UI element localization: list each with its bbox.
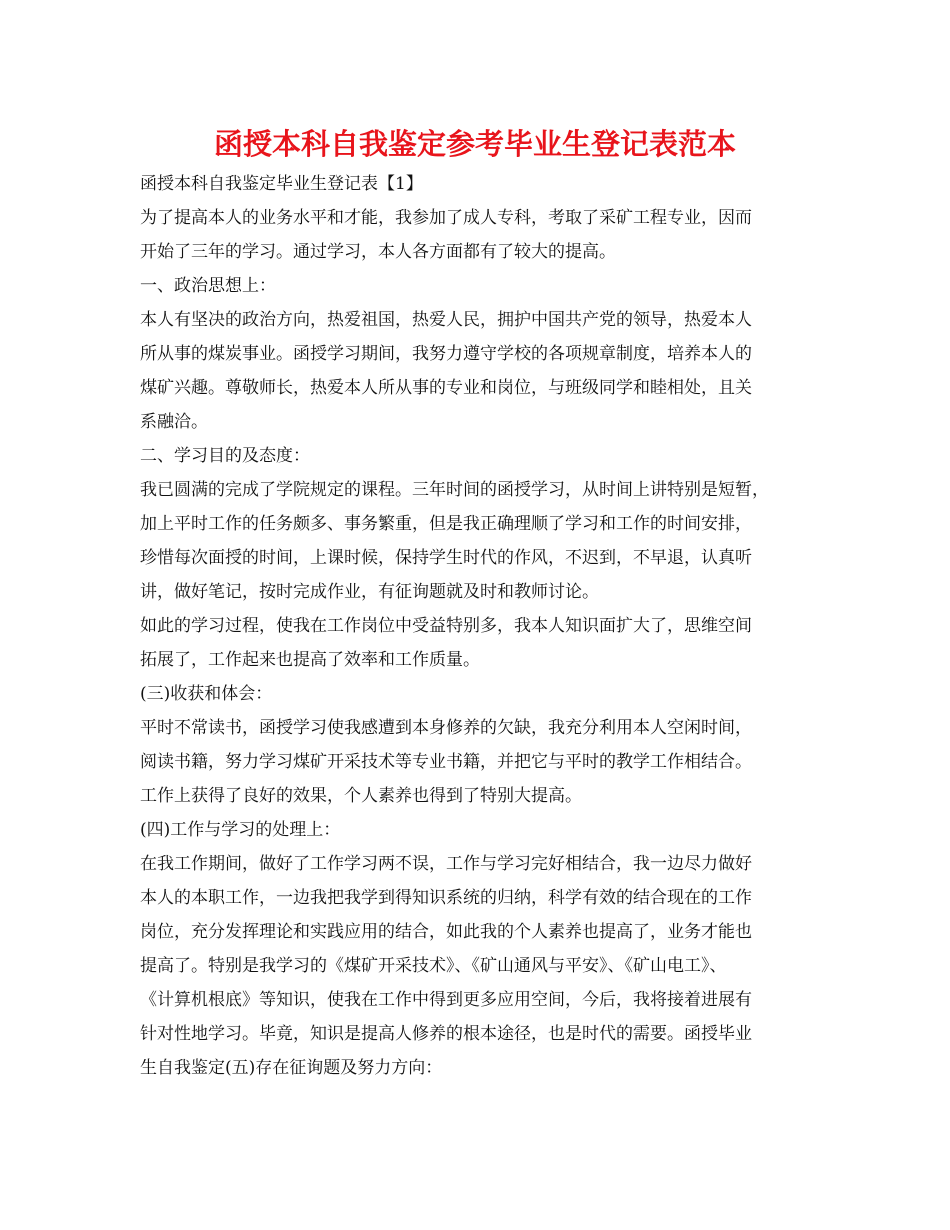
paragraph-line: 讲，做好笔记，按时完成作业，有征询题就及时和教师讨论。 [140, 582, 599, 602]
paragraph-line: 如此的学习过程，使我在工作岗位中受益特别多，我本人知识面扩大了，思维空间 [140, 616, 752, 636]
paragraph-line: 《计算机根底》等知识，使我在工作中得到更多应用空间，今后，我将接着进展有 [140, 990, 752, 1010]
paragraph-line: 系融洽。 [140, 412, 208, 432]
section-heading: 二、学习目的及态度： [140, 446, 310, 466]
paragraph-line: 提高了。特别是我学习的《煤矿开采技术》、《矿山通风与平安》、《矿山电工》、 [140, 956, 727, 976]
paragraph-line: 煤矿兴趣。尊敬师长，热爱本人所从事的专业和岗位，与班级同学和睦相处，且关 [140, 378, 752, 398]
paragraph-line: 岗位，充分发挥理论和实践应用的结合，如此我的个人素养也提高了，业务才能也 [140, 922, 752, 942]
section-heading: 一、政治思想上： [140, 276, 276, 296]
paragraph-line: 开始了三年的学习。通过学习，本人各方面都有了较大的提高。 [140, 242, 616, 262]
subtitle-line: 函授本科自我鉴定毕业生登记表【1】 [140, 174, 423, 194]
section-heading: (三)收获和体会： [140, 684, 273, 704]
paragraph-line: 拓展了，工作起来也提高了效率和工作质量。 [140, 650, 480, 670]
document-body [140, 167, 820, 1085]
paragraph-line: 针对性地学习。毕竟，知识是提高人修养的根本途径，也是时代的需要。函授毕业 [140, 1024, 752, 1044]
paragraph-line: 平时不常读书，函授学习使我感遭到本身修养的欠缺，我充分利用本人空闲时间， [140, 718, 752, 738]
paragraph-line: 我已圆满的完成了学院规定的课程。三年时间的函授学习，从时间上讲特别是短暂， [140, 480, 769, 500]
paragraph-line: 生自我鉴定(五)存在征询题及努力方向： [140, 1058, 443, 1078]
paragraph-line: 珍惜每次面授的时间，上课时候，保持学生时代的作风，不迟到，不早退，认真听 [140, 548, 752, 568]
paragraph-line: 本人有坚决的政治方向，热爱祖国，热爱人民，拥护中国共产党的领导，热爱本人 [140, 310, 752, 330]
paragraph-line: 本人的本职工作，一边我把我学到得知识系统的归纳，科学有效的结合现在的工作 [140, 888, 752, 908]
document-title: 函授本科自我鉴定参考毕业生登记表范本 [213, 127, 736, 161]
paragraph-line: 所从事的煤炭事业。函授学习期间，我努力遵守学校的各项规章制度，培养本人的 [140, 344, 752, 364]
paragraph-line: 阅读书籍，努力学习煤矿开采技术等专业书籍，并把它与平时的教学工作相结合。 [140, 752, 752, 772]
paragraph-line: 在我工作期间，做好了工作学习两不误，工作与学习完好相结合，我一边尽力做好 [140, 854, 752, 874]
section-heading: (四)工作与学习的处理上： [140, 820, 341, 840]
paragraph-line: 工作上获得了良好的效果，个人素养也得到了特别大提高。 [140, 786, 582, 806]
paragraph-line: 为了提高本人的业务水平和才能，我参加了成人专科，考取了采矿工程专业，因而 [140, 208, 752, 228]
paragraph-line: 加上平时工作的任务颇多、事务繁重，但是我正确理顺了学习和工作的时间安排， [140, 514, 752, 534]
